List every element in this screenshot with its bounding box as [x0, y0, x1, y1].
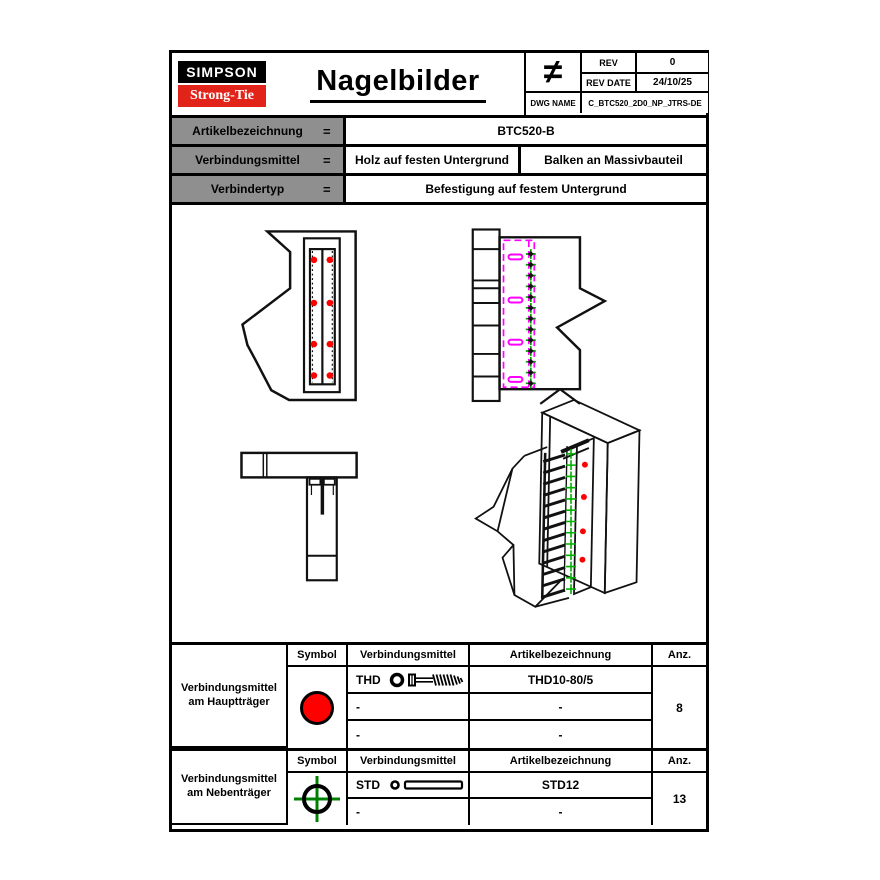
iso-red-dots — [579, 462, 587, 563]
article-dash: - — [470, 799, 653, 825]
article-value: THD10-80/5 — [470, 667, 653, 694]
col-header-count: Anz. — [653, 751, 706, 773]
equals-sign: = — [323, 181, 331, 197]
dwg-name-value: C_BTC520_2D0_NP_JTRS-DE — [580, 93, 708, 113]
technical-drawing-svg — [172, 205, 706, 642]
verbindungsmittel-value-2: Balken an Massivbauteil — [518, 147, 706, 173]
col-header-article: Artikelbezeichnung — [470, 751, 653, 773]
col-header-symbol: Symbol — [288, 645, 348, 667]
rev-value: 0 — [635, 53, 708, 74]
verbindertyp-value: Befestigung auf festem Untergrund — [425, 182, 627, 196]
fastener-dash: - — [348, 799, 470, 825]
fastener-table-hauptraeger — [172, 645, 706, 751]
rev-date-value: 24/10/25 — [635, 74, 708, 93]
hauptraeger-count: 8 — [653, 667, 706, 748]
verbindungsmittel-label: Verbindungsmittel — [195, 153, 300, 167]
col-header-fastener: Verbindungsmittel — [348, 645, 470, 667]
connector-plate-outline — [504, 240, 535, 387]
green-crosshair-symbol-icon — [292, 774, 342, 824]
article-dash: - — [470, 694, 653, 721]
equals-sign: = — [323, 123, 331, 139]
logo-simpson: SIMPSON — [178, 61, 266, 83]
title-block — [172, 53, 706, 118]
row-artikelbezeichnung — [172, 118, 706, 147]
col-header-fastener: Verbindungsmittel — [348, 751, 470, 773]
view-isometric — [476, 400, 640, 607]
iso-nails — [543, 455, 565, 597]
page-title: Nagelbilder — [310, 65, 485, 103]
not-equal-symbol-icon: ≠ — [526, 53, 580, 93]
col-header-symbol: Symbol — [288, 751, 348, 773]
brand-logo — [172, 53, 272, 115]
nail-pattern-drawing — [172, 205, 706, 645]
nebentraeger-row-label: Verbindungsmittel am Nebenträger — [172, 751, 288, 825]
drawing-sheet — [169, 50, 709, 832]
logo-strongtie: Strong-Tie — [178, 85, 266, 107]
fastener-table-nebentraeger — [172, 751, 706, 825]
revision-table — [524, 53, 706, 115]
article-dash: - — [470, 721, 653, 748]
view-front-elevation — [242, 231, 355, 400]
fastener-code: THD — [356, 672, 381, 687]
red-circle-symbol-icon — [300, 691, 334, 725]
verbindungsmittel-value-1: Holz auf festen Untergrund — [354, 153, 509, 167]
col-header-count: Anz. — [653, 645, 706, 667]
sheet-title-cell — [272, 53, 524, 115]
artikelbezeichnung-label: Artikelbezeichnung — [192, 124, 303, 138]
fastener-code: STD — [356, 778, 380, 792]
nebentraeger-count: 13 — [653, 773, 706, 825]
article-value: STD12 — [470, 773, 653, 799]
std-nail-icon — [388, 778, 464, 792]
rev-label: REV — [580, 53, 635, 74]
rev-date-label: REV DATE — [580, 74, 635, 93]
row-verbindertyp — [172, 176, 706, 205]
thd-screw-icon — [389, 671, 465, 689]
equals-sign: = — [323, 152, 331, 168]
verbindertyp-label: Verbindertyp — [210, 182, 285, 196]
hauptraeger-row-label: Verbindungsmittel am Hauptträger — [172, 645, 288, 748]
dwg-name-label: DWG NAME — [526, 93, 580, 113]
col-header-article: Artikelbezeichnung — [470, 645, 653, 667]
row-verbindungsmittel — [172, 147, 706, 176]
view-section — [241, 453, 356, 580]
fastener-dash: - — [348, 721, 470, 748]
hauptraeger-symbol-cell — [288, 667, 348, 748]
artikelbezeichnung-value: BTC520-B — [497, 124, 555, 138]
nebentraeger-symbol-cell — [288, 773, 348, 825]
fastener-dash: - — [348, 694, 470, 721]
view-side-elevation — [473, 229, 605, 403]
